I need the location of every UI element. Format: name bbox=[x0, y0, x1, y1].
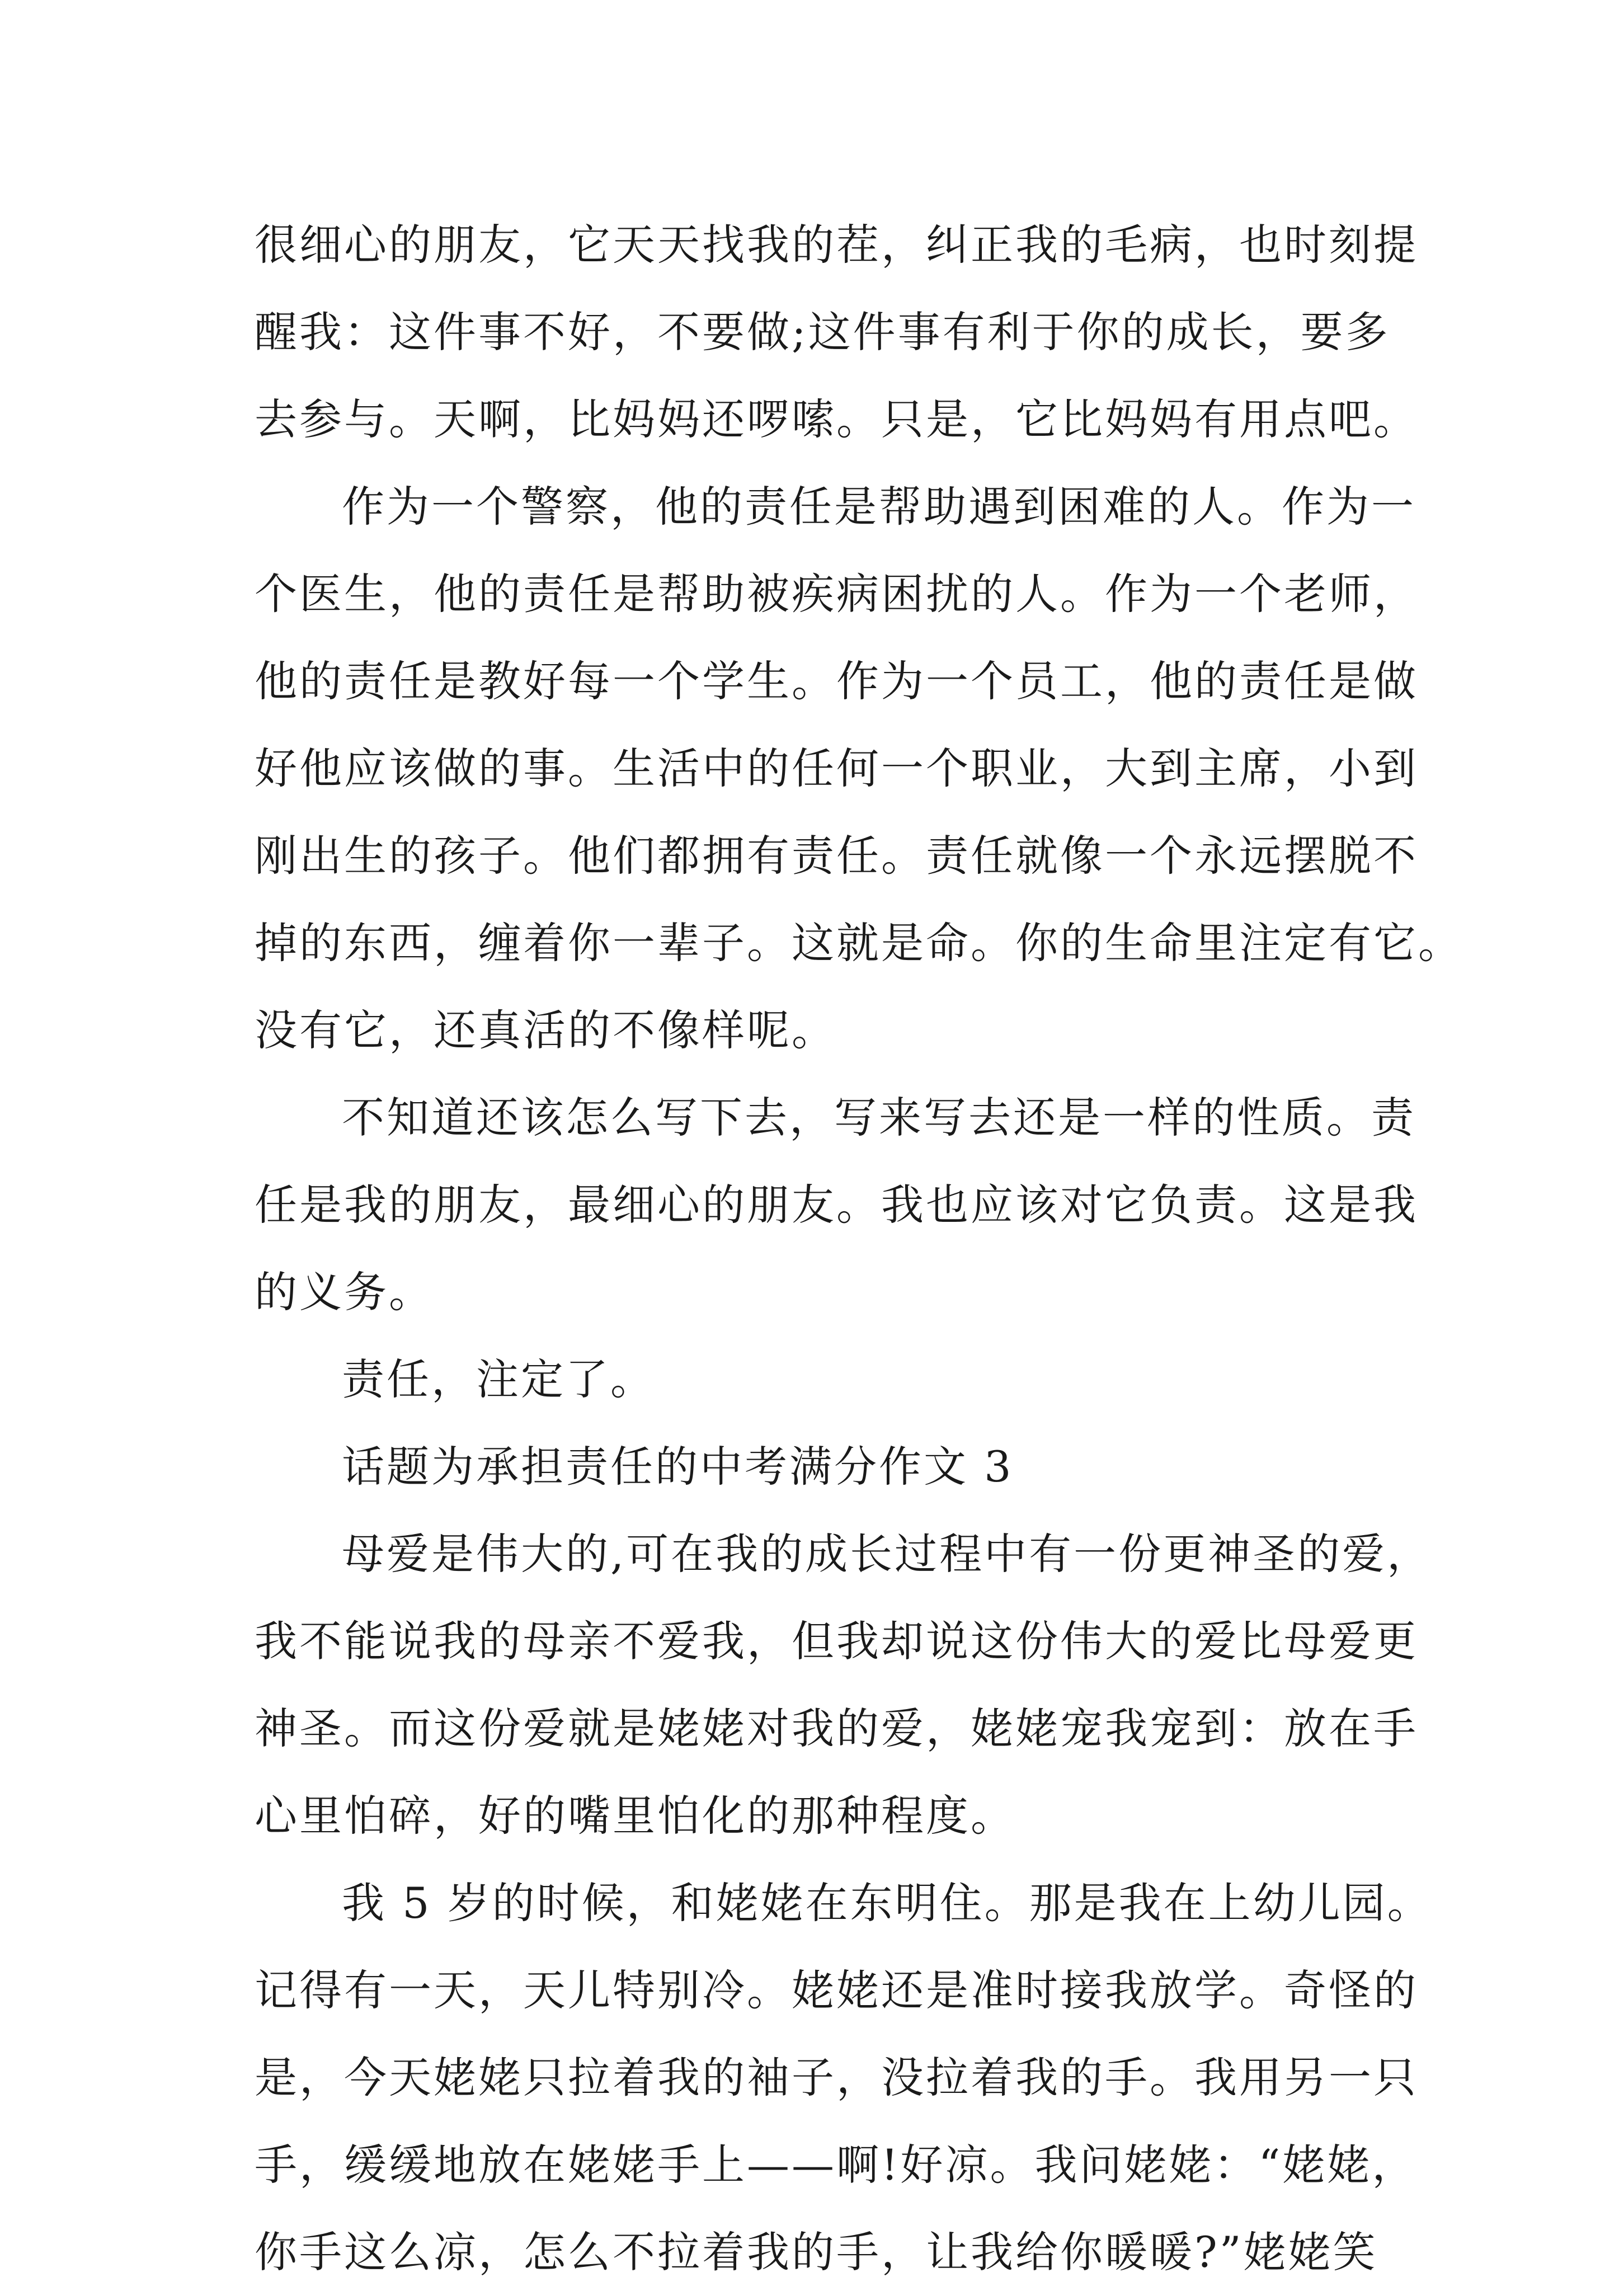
text-line: 我 5 岁的时候，和姥姥在东明住。那是我在上幼儿园。 bbox=[342, 1878, 1432, 1928]
text-line: 你手这么凉，怎么不拉着我的手，让我给你暖暖?”姥姥笑 bbox=[255, 2227, 1378, 2277]
text-line: 个医生，他的责任是帮助被疾病困扰的人。作为一个老师， bbox=[255, 569, 1418, 619]
text-line: 醒我：这件事不好，不要做;这件事有利于你的成长，要多 bbox=[255, 307, 1390, 357]
text-line: 去参与。天啊，比妈妈还啰嗦。只是，它比妈妈有用点吧。 bbox=[255, 394, 1418, 444]
text-line: 心里怕碎，好的嘴里怕化的那种程度。 bbox=[255, 1791, 1015, 1841]
text-line: 母爱是伟大的,可在我的成长过程中有一份更神圣的爱， bbox=[342, 1529, 1432, 1579]
text-line: 没有它，还真活的不像样呢。 bbox=[255, 1005, 836, 1055]
text-line: 好他应该做的事。生活中的任何一个职业，大到主席，小到 bbox=[255, 744, 1418, 793]
text-line: 任是我的朋友，最细心的朋友。我也应该对它负责。这是我 bbox=[255, 1180, 1418, 1230]
text-line: 记得有一天，天儿特别冷。姥姥还是准时接我放学。奇怪的 bbox=[255, 1965, 1418, 2015]
section-heading: 话题为承担责任的中考满分作文 3 bbox=[342, 1442, 1014, 1492]
text-line: 的义务。 bbox=[255, 1267, 434, 1317]
text-line: 很细心的朋友，它天天找我的茬，纠正我的毛病，也时刻提 bbox=[255, 220, 1418, 270]
text-line: 责任，注定了。 bbox=[342, 1354, 655, 1404]
text-line: 不知道还该怎么写下去，写来写去还是一样的性质。责 bbox=[342, 1093, 1416, 1142]
text-line: 掉的东西，缠着你一辈子。这就是命。你的生命里注定有它。 bbox=[255, 918, 1463, 968]
text-line: 神圣。而这份爱就是姥姥对我的爱，姥姥宠我宠到：放在手 bbox=[255, 1704, 1418, 1753]
text-line: 刚出生的孩子。他们都拥有责任。责任就像一个永远摆脱不 bbox=[255, 831, 1418, 881]
text-line: 手，缓缓地放在姥姥手上——啊!好凉。我问姥姥：“姥姥， bbox=[255, 2140, 1417, 2190]
text-line: 他的责任是教好每一个学生。作为一个员工，他的责任是做 bbox=[255, 656, 1418, 706]
text-line: 是，今天姥姥只拉着我的袖子，没拉着我的手。我用另一只 bbox=[255, 2053, 1418, 2102]
body-text bbox=[255, 201, 1463, 2296]
text-line: 我不能说我的母亲不爱我，但我却说这份伟大的爱比母爱更 bbox=[255, 1616, 1418, 1666]
text-line: 作为一个警察，他的责任是帮助遇到困难的人。作为一 bbox=[342, 482, 1416, 531]
